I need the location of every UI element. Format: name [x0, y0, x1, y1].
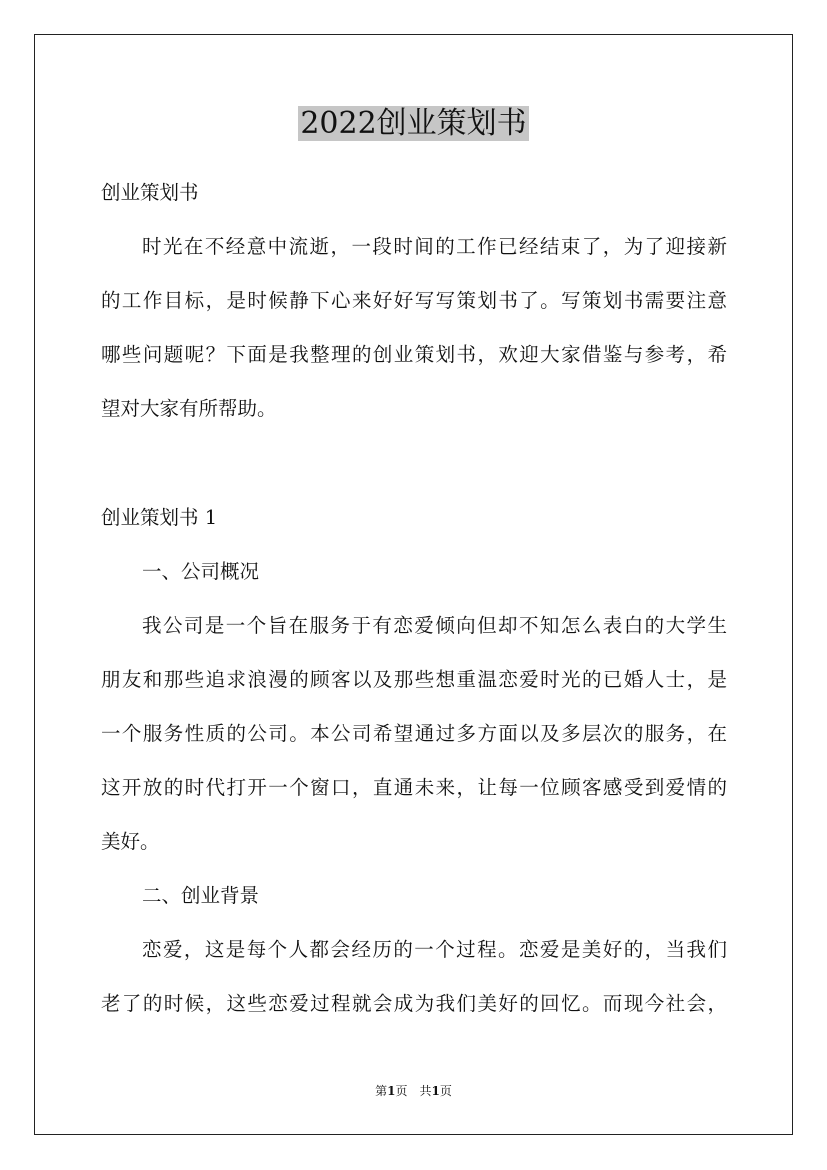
paragraph-line: 哪些问题呢？下面是我整理的创业策划书，欢迎大家借鉴与参考，希	[101, 343, 727, 366]
paragraph-line: 这开放的时代打开一个窗口，直通未来，让每一位顾客感受到爱情的	[101, 776, 727, 799]
paragraph-line: 时光在不经意中流逝，一段时间的工作已经结束了，为了迎接新	[142, 235, 727, 258]
footer-page-total: 1	[431, 1084, 440, 1098]
footer-mid: 页 共	[395, 1084, 432, 1098]
paragraph-line: 我公司是一个旨在服务于有恋爱倾向但却不知怎么表白的大学生	[142, 614, 727, 637]
paragraph-line: 美好。	[101, 830, 160, 853]
footer-page-number: 1	[387, 1084, 396, 1098]
subsection-title: 一、公司概况	[142, 560, 260, 583]
paragraph-line: 的工作目标，是时候静下心来好好写写策划书了。写策划书需要注意	[101, 289, 727, 312]
section-heading: 创业策划书 1	[101, 506, 218, 529]
footer-suffix: 页	[439, 1084, 452, 1098]
document-title	[0, 104, 827, 144]
paragraph-line: 老了的时候，这些恋爱过程就会成为我们美好的回忆。而现今社会，	[101, 992, 727, 1015]
paragraph-line: 望对大家有所帮助。	[101, 397, 277, 420]
document-title-text: 2022创业策划书	[300, 106, 527, 141]
footer-prefix: 第	[375, 1084, 388, 1098]
paragraph-line: 恋爱，这是每个人都会经历的一个过程。恋爱是美好的，当我们	[142, 938, 727, 961]
main-heading: 创业策划书	[101, 181, 199, 204]
paragraph-line: 一个服务性质的公司。本公司希望通过多方面以及多层次的服务，在	[101, 722, 727, 745]
paragraph-line: 朋友和那些追求浪漫的顾客以及那些想重温恋爱时光的已婚人士，是	[101, 668, 727, 691]
page-footer	[0, 1082, 827, 1100]
subsection-title: 二、创业背景	[142, 884, 260, 907]
